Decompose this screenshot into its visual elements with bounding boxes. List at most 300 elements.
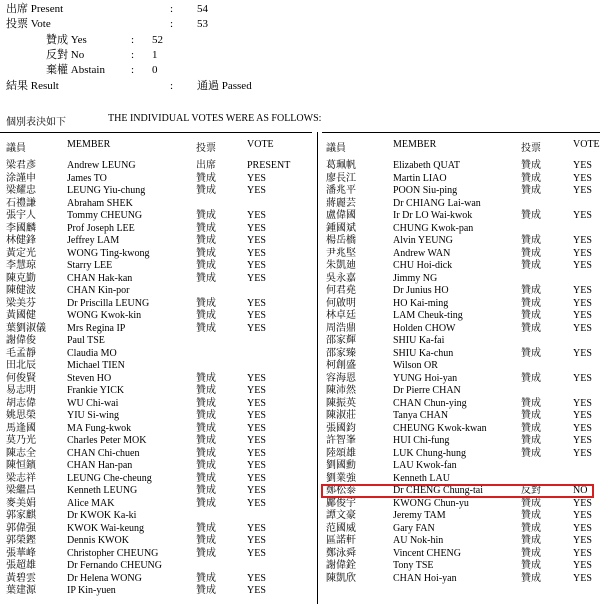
vote-cn: 贊成 (521, 447, 541, 459)
vote-cn: 贊成 (196, 422, 216, 434)
member-name-cn: 區諾軒 (326, 535, 356, 546)
vote-en: YES (247, 472, 266, 484)
member-name-cn: 田北辰 (6, 360, 36, 371)
member-name-cn: 劉國勳 (326, 460, 356, 471)
member-row (0, 298, 600, 311)
vote-en: YES (247, 372, 266, 384)
vote-cn: 贊成 (521, 547, 541, 559)
member-name-cn: 黃國健 (6, 310, 36, 321)
member-row (0, 498, 600, 511)
member-name-en: Vincent CHENG (393, 547, 461, 559)
member-name-cn: 毛孟靜 (6, 347, 36, 359)
vote-cn: 贊成 (521, 522, 541, 534)
member-name-cn: 周浩鼎 (326, 322, 356, 334)
vote-en: YES (247, 485, 266, 496)
member-row (0, 560, 600, 573)
vote-en: YES (573, 535, 592, 546)
vote-en: YES (573, 522, 592, 534)
vote-cn: 贊成 (521, 510, 541, 521)
member-row (0, 410, 600, 423)
member-name-en: Starry LEE (67, 260, 113, 271)
member-name-cn: 何俊賢 (6, 372, 36, 384)
member-name-cn: 陳恒鑌 (6, 460, 36, 471)
vote-cn: 贊成 (196, 260, 216, 271)
vote-en: YES (247, 247, 266, 259)
member-name-cn: 尹兆堅 (326, 247, 356, 259)
member-name-en: MA Fung-kwok (67, 422, 132, 434)
member-name-cn: 陳淑莊 (326, 410, 356, 421)
member-row (0, 323, 600, 336)
vote-cn: 贊成 (196, 547, 216, 559)
member-name-en: YIU Si-wing (67, 410, 119, 421)
member-name-cn: 涂謹申 (6, 172, 36, 184)
member-name-en: AU Nok-hin (393, 535, 444, 546)
vote-cn: 贊成 (196, 485, 216, 496)
member-name-en: Alice MAK (67, 497, 115, 509)
member-name-en: Gary FAN (393, 522, 435, 534)
vote-en: YES (573, 247, 592, 259)
vote-cn: 贊成 (521, 285, 541, 296)
member-name-en: Dr CHIANG Lai-wan (393, 197, 481, 209)
vote-en: YES (573, 410, 592, 421)
member-name-en: Paul TSE (67, 335, 105, 346)
heading-english: THE INDIVIDUAL VOTES WERE AS FOLLOWS: (108, 113, 322, 124)
member-name-cn: 李國麟 (6, 222, 36, 234)
member-name-cn: 廖長江 (326, 172, 356, 184)
member-name-en: Tommy CHEUNG (67, 210, 143, 221)
vote-en: YES (573, 572, 592, 584)
vote-cn: 贊成 (196, 272, 216, 284)
member-name-en: HO Kai-ming (393, 297, 449, 309)
member-row (0, 460, 600, 473)
vote-cn: 贊成 (521, 372, 541, 384)
vote-en: YES (247, 222, 266, 234)
member-name-en: LUK Chung-hung (393, 447, 467, 459)
member-name-en: CHAN Hak-kan (67, 272, 133, 284)
member-name-cn: 郭榮鏗 (6, 535, 36, 546)
vote-en: YES (573, 510, 592, 521)
yes-colon: : (131, 34, 135, 46)
member-name-cn: 張華峰 (6, 547, 36, 559)
vote-cn: 贊成 (521, 347, 541, 359)
member-name-en: Andrew WAN (393, 247, 451, 259)
vote-cn: 贊成 (196, 435, 216, 446)
member-name-cn: 葉建源 (6, 585, 36, 596)
vote-cn: 贊成 (196, 185, 216, 196)
present-colon: : (170, 3, 174, 15)
member-name-en: Dr Junius HO (393, 285, 449, 296)
vote-en: YES (247, 447, 266, 459)
member-name-cn: 吳永嘉 (326, 272, 356, 284)
member-name-cn: 邵家臻 (326, 347, 356, 359)
vote-cn: 贊成 (196, 235, 216, 246)
member-name-en: Mrs Regina IP (67, 322, 126, 334)
member-name-en: Andrew LEUNG (67, 160, 136, 171)
vote-cn: 出席 (196, 160, 216, 171)
vote-cn: 贊成 (196, 522, 216, 534)
member-name-en: Holden CHOW (393, 322, 456, 334)
member-name-cn: 石禮謙 (6, 197, 36, 209)
vote-en: YES (247, 547, 266, 559)
member-name-cn: 陳志全 (6, 447, 36, 459)
vote-cn: 贊成 (196, 535, 216, 546)
vote-value: 53 (197, 18, 208, 30)
vote-cn: 贊成 (196, 372, 216, 384)
member-name-cn: 陸頌雄 (326, 447, 356, 459)
member-name-en: Wilson OR (393, 360, 438, 371)
member-row (0, 448, 600, 461)
member-name-cn: 李慧琼 (6, 260, 36, 271)
vote-en: YES (573, 185, 592, 196)
vote-cn: 贊成 (521, 497, 541, 509)
vote-cn: 贊成 (196, 410, 216, 421)
member-name-en: Dr Priscilla LEUNG (67, 297, 150, 309)
member-row (0, 373, 600, 386)
member-name-en: IP Kin-yuen (67, 585, 116, 596)
vote-en: YES (573, 322, 592, 334)
vote-en: YES (247, 260, 266, 271)
member-name-en: Tony TSE (393, 560, 434, 571)
member-name-en: SHIU Ka-chun (393, 347, 454, 359)
member-name-en: Michael TIEN (67, 360, 125, 371)
member-row (0, 310, 600, 323)
member-name-cn: 易志明 (6, 385, 36, 396)
vote-cn: 贊成 (196, 297, 216, 309)
no-label: 反對 No (46, 49, 85, 61)
member-name-cn: 劉業強 (326, 472, 356, 484)
vote-en: YES (247, 235, 266, 246)
member-name-cn: 張國鈞 (326, 422, 356, 434)
vote-en: YES (247, 572, 266, 584)
member-name-en: Ir Dr LO Wai-kwok (393, 210, 473, 221)
vote-en: YES (573, 310, 592, 321)
member-name-en: WONG Ting-kwong (67, 247, 150, 259)
result-colon: : (170, 80, 174, 92)
highlight-box (321, 484, 594, 498)
member-name-en: Jimmy NG (393, 272, 438, 284)
member-name-en: Dr KWOK Ka-ki (67, 510, 137, 521)
member-row (0, 435, 600, 448)
vote-cn: 贊成 (521, 160, 541, 171)
vote-cn: 贊成 (196, 397, 216, 409)
member-row (0, 585, 316, 598)
member-name-en: James TO (67, 172, 107, 184)
member-name-en: LEUNG Che-cheung (67, 472, 152, 484)
vote-cn: 贊成 (521, 410, 541, 421)
member-name-en: KWONG Chun-yu (393, 497, 469, 509)
member-name-cn: 謝偉銓 (326, 560, 356, 571)
member-name-cn: 林卓廷 (326, 310, 356, 321)
vote-cn: 贊成 (521, 322, 541, 334)
member-name-cn: 鄭泳舜 (326, 547, 356, 559)
member-row (0, 285, 600, 298)
member-row (0, 235, 600, 248)
member-row (0, 398, 600, 411)
vote-en: YES (573, 172, 592, 184)
vote-en: YES (573, 422, 592, 434)
member-name-cn: 陳健波 (6, 285, 36, 296)
header-vote-cn: 投票 (196, 143, 216, 154)
member-row (0, 198, 600, 211)
member-name-cn: 梁君彥 (6, 160, 36, 171)
member-name-cn: 林健鋒 (6, 235, 36, 246)
vote-cn: 贊成 (521, 572, 541, 584)
header-member-cn: 議員 (6, 143, 26, 154)
vote-cn: 贊成 (521, 260, 541, 271)
member-name-cn: 梁志祥 (6, 472, 36, 484)
member-name-cn: 朱凱廸 (326, 260, 356, 271)
member-name-en: KWOK Wai-keung (67, 522, 145, 534)
member-row (0, 360, 600, 373)
header-member-cn: 議員 (326, 143, 346, 154)
vote-en: NO (573, 485, 588, 496)
vote-cn: 贊成 (196, 310, 216, 321)
vote-en: YES (573, 260, 592, 271)
abstain-colon: : (131, 64, 135, 76)
vote-cn: 贊成 (521, 310, 541, 321)
abstain-value: 0 (152, 64, 158, 76)
member-name-en: WONG Kwok-kin (67, 310, 142, 321)
member-name-cn: 柯創盛 (326, 360, 356, 371)
vote-en: YES (247, 297, 266, 309)
heading-chinese: 個別表決如下 (6, 117, 66, 128)
member-name-cn: 馬逢國 (6, 422, 36, 434)
no-colon: : (131, 49, 135, 61)
vote-cn: 贊成 (521, 535, 541, 546)
member-name-cn: 何君堯 (326, 285, 356, 296)
member-row (0, 173, 600, 186)
member-name-cn: 梁繼昌 (6, 485, 36, 496)
member-row (0, 523, 600, 536)
member-row (0, 548, 600, 561)
vote-en: YES (247, 535, 266, 546)
member-row (0, 223, 600, 236)
member-name-cn: 姚思榮 (6, 410, 36, 421)
member-name-en: Frankie YICK (67, 385, 125, 396)
member-name-en: Dr CHENG Chung-tai (393, 485, 483, 496)
member-name-en: YUNG Hoi-yan (393, 372, 458, 384)
member-name-en: Steven HO (67, 372, 112, 384)
vote-cn: 贊成 (196, 497, 216, 509)
member-name-en: Jeffrey LAM (67, 235, 120, 246)
member-name-cn: 楊岳橋 (326, 235, 356, 246)
member-name-en: Prof Joseph LEE (67, 222, 135, 234)
member-name-en: CHEUNG Kwok-kwan (393, 422, 487, 434)
right-top-rule (322, 132, 600, 133)
no-value: 1 (152, 49, 158, 61)
vote-en: YES (247, 210, 266, 221)
member-name-en: LAM Cheuk-ting (393, 310, 463, 321)
member-name-cn: 容海恩 (326, 372, 356, 384)
member-name-en: POON Siu-ping (393, 185, 458, 196)
vote-en: PRESENT (247, 160, 291, 171)
vote-en: YES (573, 235, 592, 246)
member-name-en: Dr Helena WONG (67, 572, 142, 584)
vote-en: YES (247, 385, 266, 396)
header-member-en: MEMBER (393, 139, 437, 150)
vote-cn: 贊成 (196, 572, 216, 584)
vote-cn: 贊成 (196, 322, 216, 334)
member-name-cn: 張超雄 (6, 560, 36, 571)
member-name-en: Dr Fernando CHEUNG (67, 560, 162, 571)
vote-cn: 贊成 (521, 210, 541, 221)
vote-colon: : (170, 18, 174, 30)
member-name-cn: 陳克勤 (6, 272, 36, 284)
result-value: 通過 Passed (197, 80, 252, 92)
member-row (0, 573, 600, 586)
member-row (0, 510, 600, 523)
member-name-cn: 邵家輝 (326, 335, 356, 346)
member-name-en: LEUNG Yiu-chung (67, 185, 146, 196)
member-name-cn: 謝偉俊 (6, 335, 36, 346)
member-name-en: CHAN Chun-ying (393, 397, 467, 409)
member-name-en: Dennis KWOK (67, 535, 129, 546)
vote-cn: 贊成 (196, 210, 216, 221)
member-name-en: Abraham SHEK (67, 197, 133, 209)
vote-en: YES (247, 435, 266, 446)
vote-en: YES (573, 347, 592, 359)
result-label: 結果 Result (6, 80, 59, 92)
member-name-en: CHAN Hoi-yan (393, 572, 457, 584)
present-value: 54 (197, 3, 208, 15)
vote-en: YES (573, 160, 592, 171)
vote-cn: 贊成 (521, 297, 541, 309)
member-row (0, 248, 600, 261)
vote-cn: 贊成 (521, 235, 541, 246)
vote-en: YES (247, 522, 266, 534)
member-row (0, 273, 600, 286)
member-name-en: Christopher CHEUNG (67, 547, 159, 559)
vote-cn: 贊成 (521, 397, 541, 409)
member-name-en: Elizabeth QUAT (393, 160, 460, 171)
member-name-en: Tanya CHAN (393, 410, 449, 421)
header-vote-en: VOTE (247, 139, 274, 150)
member-row (0, 160, 600, 173)
member-name-en: Kenneth LEUNG (67, 485, 138, 496)
member-name-en: Jeremy TAM (393, 510, 446, 521)
vote-en: YES (573, 547, 592, 559)
yes-label: 贊成 Yes (46, 34, 87, 46)
member-row (0, 260, 600, 273)
vote-en: YES (247, 172, 266, 184)
member-name-cn: 梁美芬 (6, 297, 36, 309)
vote-en: YES (573, 497, 592, 509)
vote-cn: 贊成 (196, 385, 216, 396)
vote-cn: 贊成 (196, 247, 216, 259)
vote-en: YES (247, 272, 266, 284)
member-name-cn: 許智峯 (326, 435, 356, 446)
member-name-cn: 張宇人 (6, 210, 36, 221)
vote-en: YES (247, 497, 266, 509)
member-name-cn: 莫乃光 (6, 435, 36, 446)
member-name-cn: 郭家麒 (6, 510, 36, 521)
vote-en: YES (247, 185, 266, 196)
member-name-en: SHIU Ka-fai (393, 335, 445, 346)
member-name-cn: 鍾國斌 (326, 222, 356, 234)
right-member-list (0, 160, 600, 585)
vote-en: YES (247, 397, 266, 409)
member-name-cn: 梁耀忠 (6, 185, 36, 196)
vote-cn: 贊成 (521, 422, 541, 434)
member-name-en: LAU Kwok-fan (393, 460, 457, 471)
member-name-en: CHAN Chi-chuen (67, 447, 140, 459)
vote-en: YES (247, 310, 266, 321)
member-row (0, 535, 600, 548)
member-row (0, 385, 600, 398)
left-top-rule (0, 132, 312, 133)
vote-en: YES (247, 585, 266, 596)
vote-en: YES (573, 435, 592, 446)
vote-cn: 贊成 (196, 447, 216, 459)
vote-cn: 贊成 (196, 172, 216, 184)
member-row (0, 335, 600, 348)
vote-en: YES (573, 397, 592, 409)
member-row (0, 348, 600, 361)
vote-cn: 贊成 (196, 472, 216, 484)
vote-label: 投票 Vote (6, 18, 51, 30)
present-label: 出席 Present (6, 3, 64, 15)
member-name-en: Charles Peter MOK (67, 435, 147, 446)
header-vote-en: VOTE (573, 139, 600, 150)
header-member-en: MEMBER (67, 139, 111, 150)
member-name-cn: 麥美娟 (6, 497, 36, 509)
vote-en: YES (247, 460, 266, 471)
member-name-en: Martin LIAO (393, 172, 447, 184)
vote-cn: 贊成 (521, 172, 541, 184)
member-name-en: CHAN Han-pan (67, 460, 133, 471)
vote-en: YES (247, 410, 266, 421)
member-name-cn: 范國威 (326, 522, 356, 534)
member-name-cn: 盧偉國 (326, 210, 356, 221)
member-name-en: Kenneth LAU (393, 472, 450, 484)
vote-cn: 贊成 (521, 560, 541, 571)
member-row (0, 185, 600, 198)
member-row (0, 210, 600, 223)
member-name-cn: 葛珮帆 (326, 160, 356, 171)
vote-en: YES (573, 560, 592, 571)
vote-cn: 贊成 (196, 222, 216, 234)
vote-cn: 贊成 (196, 460, 216, 471)
vote-en: YES (573, 372, 592, 384)
vote-en: YES (573, 285, 592, 296)
member-name-cn: 譚文豪 (326, 510, 356, 521)
member-name-en: HUI Chi-fung (393, 435, 450, 446)
member-name-en: Dr Pierre CHAN (393, 385, 461, 396)
member-name-cn: 葉劉淑儀 (6, 322, 46, 334)
member-name-en: CHAN Kin-por (67, 285, 130, 296)
header-vote-cn: 投票 (521, 143, 541, 154)
vote-en: YES (573, 297, 592, 309)
member-name-en: CHU Hoi-dick (393, 260, 453, 271)
member-name-en: Claudia MO (67, 347, 117, 359)
member-name-cn: 蔣麗芸 (326, 197, 356, 209)
member-name-en: CHUNG Kwok-pan (393, 222, 474, 234)
member-name-cn: 何啟明 (326, 297, 356, 309)
abstain-label: 棄權 Abstain (46, 64, 105, 76)
member-name-en: WU Chi-wai (67, 397, 119, 409)
vote-cn: 贊成 (521, 247, 541, 259)
member-name-cn: 黃碧雲 (6, 572, 36, 584)
member-name-en: Alvin YEUNG (393, 235, 453, 246)
vote-en: YES (573, 447, 592, 459)
member-name-cn: 陳振英 (326, 397, 356, 409)
member-name-cn: 鄭松泰 (326, 485, 356, 496)
vote-en: YES (573, 210, 592, 221)
vote-cn: 反對 (521, 485, 541, 496)
member-name-cn: 郭偉强 (6, 522, 36, 534)
vote-cn: 贊成 (521, 185, 541, 196)
member-name-cn: 陳沛然 (326, 385, 356, 396)
